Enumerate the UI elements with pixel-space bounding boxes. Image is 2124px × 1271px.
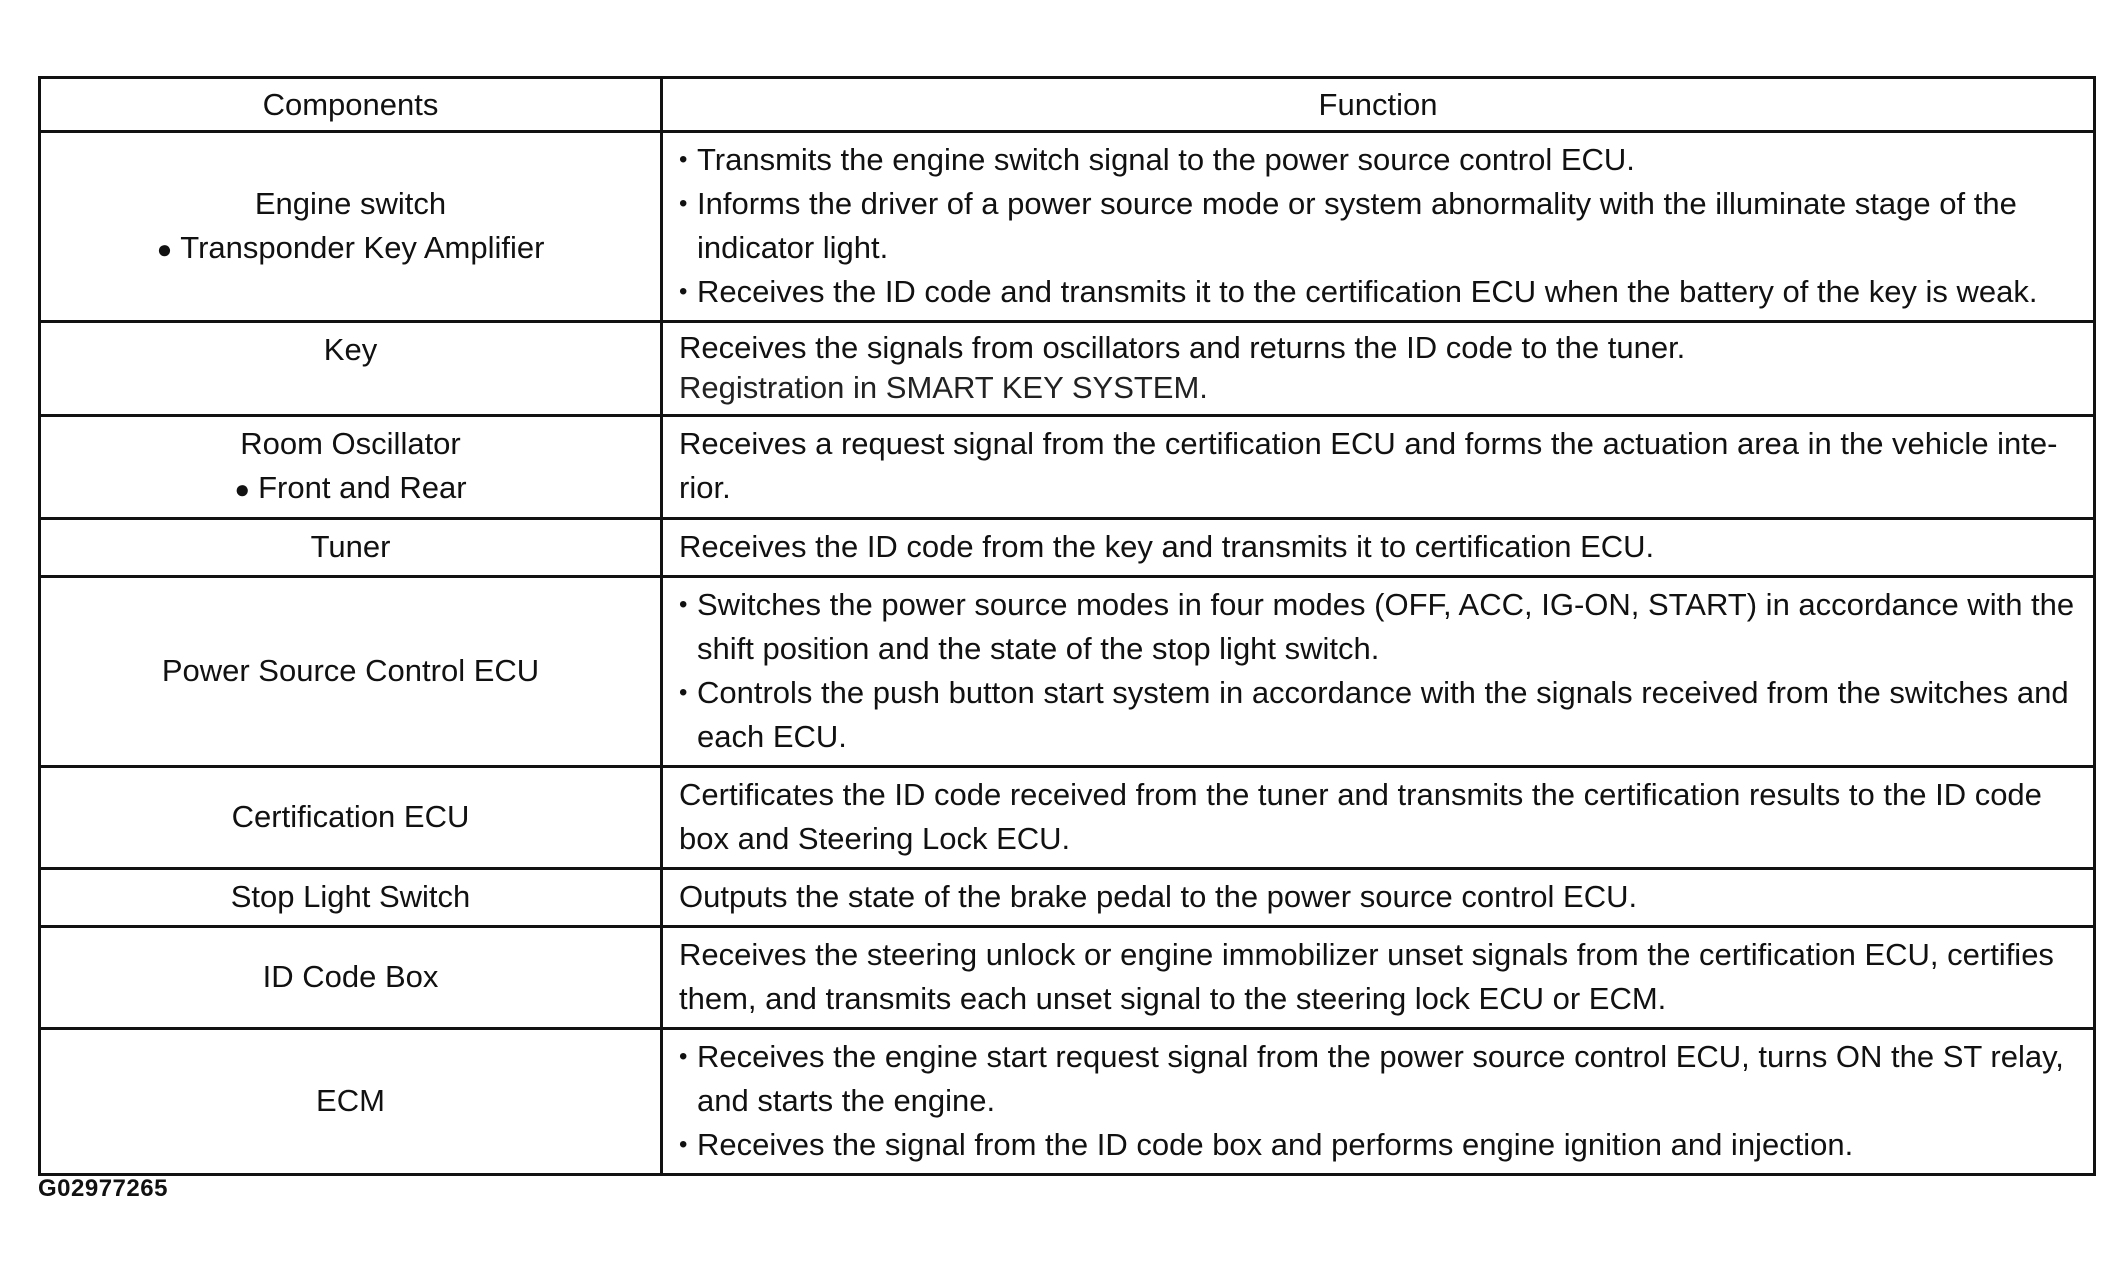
function-text: Certificates the ID code received from the tuner and transmits the certification results to the ID code box and Steering Lock ECU.: [679, 777, 2042, 856]
table-row-key: [40, 322, 2095, 416]
header-function: Function: [662, 78, 2095, 132]
bullet-icon: •: [679, 146, 688, 173]
bullet-icon: ●: [234, 474, 251, 504]
table-row-ecm: [40, 1029, 2095, 1175]
function-cell: [662, 1029, 2095, 1175]
function-text: Informs the driver of a power source mode or system abnormality with the illuminate stage of the indicator light.: [697, 186, 2017, 265]
function-text: Receives the engine start request signal from the power source control ECU, turns ON the ST relay, and starts the engine.: [697, 1039, 2064, 1118]
component-name: ECM: [316, 1083, 385, 1118]
function-cell: [662, 767, 2095, 869]
bullet-icon: •: [679, 591, 688, 618]
function-text: Controls the push button start system in accordance with the signals received from the switches and each ECU.: [697, 675, 2069, 754]
component-name: Room Oscillator: [240, 426, 461, 461]
component-cell: [40, 577, 662, 767]
function-text: Receives the ID code from the key and transmits it to certification ECU.: [679, 529, 1655, 564]
function-cell: [662, 416, 2095, 519]
component-cell: [40, 927, 662, 1029]
sub-item-label: Transponder Key Amplifier: [180, 229, 545, 265]
table-row-id-code-box: [40, 927, 2095, 1029]
component-cell: [40, 1029, 662, 1175]
function-cell: [662, 869, 2095, 927]
function-cell: [662, 927, 2095, 1029]
table-row-engine-switch: [40, 132, 2095, 322]
table-row-stop-light-switch: [40, 869, 2095, 927]
component-cell: [40, 416, 662, 519]
bullet-icon: •: [679, 679, 688, 706]
function-cell: [662, 132, 2095, 322]
figure-code: G02977265: [38, 1175, 168, 1202]
function-bullet: [679, 583, 2077, 671]
function-cell: [662, 577, 2095, 767]
component-cell: [40, 322, 662, 416]
component-cell: [40, 767, 662, 869]
component-sub-item: [57, 226, 644, 271]
table-row-room-oscillator: [40, 416, 2095, 519]
components-function-table: [38, 76, 2096, 1176]
component-name: Power Source Control ECU: [161, 653, 540, 688]
component-sub-item: [57, 466, 644, 511]
component-cell: [40, 869, 662, 927]
function-bullet: [679, 671, 2077, 759]
component-name: Key: [323, 332, 378, 367]
function-bullet: [679, 1123, 2077, 1167]
bullet-icon: •: [679, 1043, 688, 1070]
component-cell: [40, 132, 662, 322]
component-name: ID Code Box: [262, 959, 439, 994]
function-text: Switches the power source modes in four modes (OFF, ACC, IG-ON, START) in accordance with the shift position and the state of the stop light switch.: [697, 587, 2075, 666]
bullet-icon: ●: [156, 233, 173, 264]
function-text: Outputs the state of the brake pedal to the power source control ECU.: [679, 879, 1638, 914]
function-text: Receives the signal from the ID code box and performs engine ignition and injection.: [697, 1127, 1854, 1162]
function-cell: [662, 322, 2095, 416]
component-name: Stop Light Switch: [230, 879, 471, 914]
function-bullet: [679, 138, 2077, 182]
component-cell: [40, 519, 662, 577]
header-components: Components: [40, 78, 662, 132]
component-name: Tuner: [310, 529, 391, 564]
component-name: Engine switch: [254, 185, 447, 221]
function-text: Receives the ID code and transmits it to the certification ECU when the battery of the key is weak.: [697, 274, 2038, 309]
table-row-power-source-ecu: [40, 577, 2095, 767]
table-row-certification-ecu: [40, 767, 2095, 869]
function-text: Registration in SMART KEY SYSTEM.: [679, 370, 1208, 405]
function-bullet: [679, 182, 2077, 270]
function-text: Transmits the engine switch signal to the power source control ECU.: [697, 142, 1635, 177]
table-row-tuner: [40, 519, 2095, 577]
function-bullet: [679, 1035, 2077, 1123]
sub-item-label: Front and Rear: [258, 470, 467, 505]
function-bullet: [679, 270, 2077, 314]
function-cell: [662, 519, 2095, 577]
bullet-icon: •: [679, 1131, 688, 1158]
header-row: [40, 78, 2095, 132]
bullet-icon: •: [679, 190, 688, 217]
function-text: Receives the signals from oscillators and returns the ID code to the tuner.: [679, 330, 1686, 365]
bullet-icon: •: [679, 278, 688, 305]
function-text: Receives the steering unlock or engine immobilizer unset signals from the certification ECU, certifies them, and transmits each unset signal to the steering lock ECU or ECM.: [679, 937, 2054, 1016]
function-text: Receives a request signal from the certification ECU and forms the actuation area in the vehicle inte- rior.: [679, 426, 2058, 505]
component-name: Certification ECU: [231, 799, 470, 834]
